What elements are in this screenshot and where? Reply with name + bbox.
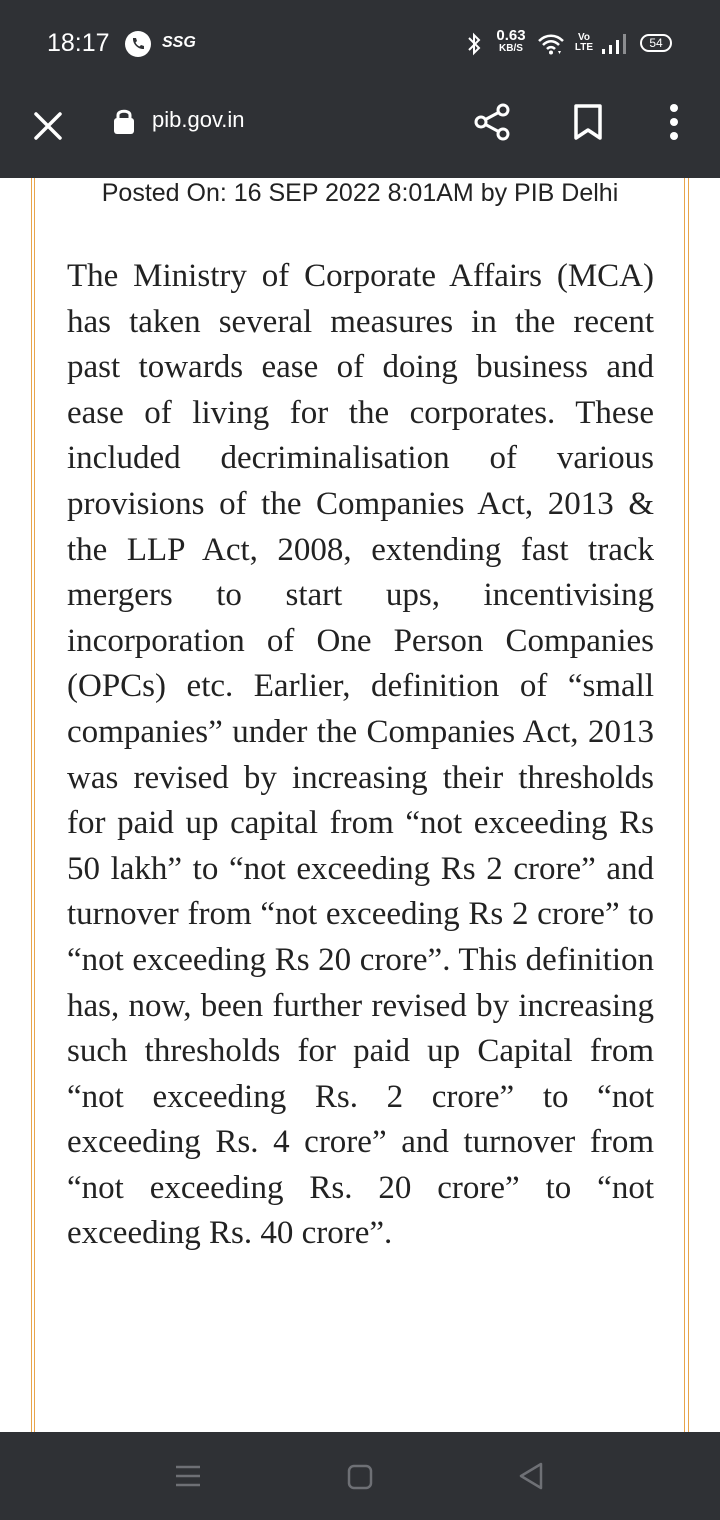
status-bar (0, 0, 720, 88)
volte-indicator: Vo LTE (574, 32, 594, 53)
more-vert-icon[interactable] (654, 100, 694, 144)
phone-call-icon (124, 30, 152, 58)
page-content[interactable] (0, 178, 720, 1432)
article-body: The Ministry of Corporate Affairs (MCA) has taken several measures in the recent past towards ease of doing business and ease of living for the corporates. These included decriminalisation of various provisions of the Companies Act, 2013 & the LLP Act, 2008, extending fast track mergers to start ups, incentivising incorporation of One Person Companies (OPCs) etc. Earlier, definition of “small companies” under the Companies Act, 2013 was revised by increasing their thresholds for paid up capital from “not exceeding Rs 50 lakh” to “not exceeding Rs 2 crore” and turnover from “not exceeding Rs 2 crore” to “not exceeding Rs 20 crore”. This definition has, now, been further revised by increasing such thresholds for paid up Capital from “not exceeding Rs. 2 crore” to “not exceeding Rs. 4 crore” and turnover from “not exceeding Rs. 20 crore” to “not exceeding Rs. 40 crore”. (67, 258, 654, 1252)
carrier-badge: SSG (162, 34, 196, 51)
lock-icon[interactable] (112, 107, 136, 135)
browser-toolbar (0, 88, 720, 178)
home-icon[interactable] (345, 1462, 375, 1492)
share-icon[interactable] (470, 100, 514, 144)
recents-icon[interactable] (172, 1462, 204, 1490)
bluetooth-icon (466, 31, 482, 57)
wifi-icon (537, 33, 565, 55)
article-border-right (684, 178, 689, 1432)
signal-strength-icon (600, 33, 630, 55)
url-text[interactable]: pib.gov.in (152, 107, 245, 132)
network-speed: 0.63 KB/S (496, 27, 526, 54)
back-icon[interactable] (516, 1460, 546, 1492)
bookmark-icon[interactable] (566, 100, 610, 144)
close-icon[interactable] (28, 106, 68, 146)
article-border-left (31, 178, 35, 1432)
posted-on-line: Posted On: 16 SEP 2022 8:01AM by PIB Delhi (101, 179, 619, 207)
system-nav-bar (0, 1432, 720, 1520)
battery-indicator: 54 (640, 34, 672, 52)
clock-time: 18:17 (47, 29, 110, 57)
